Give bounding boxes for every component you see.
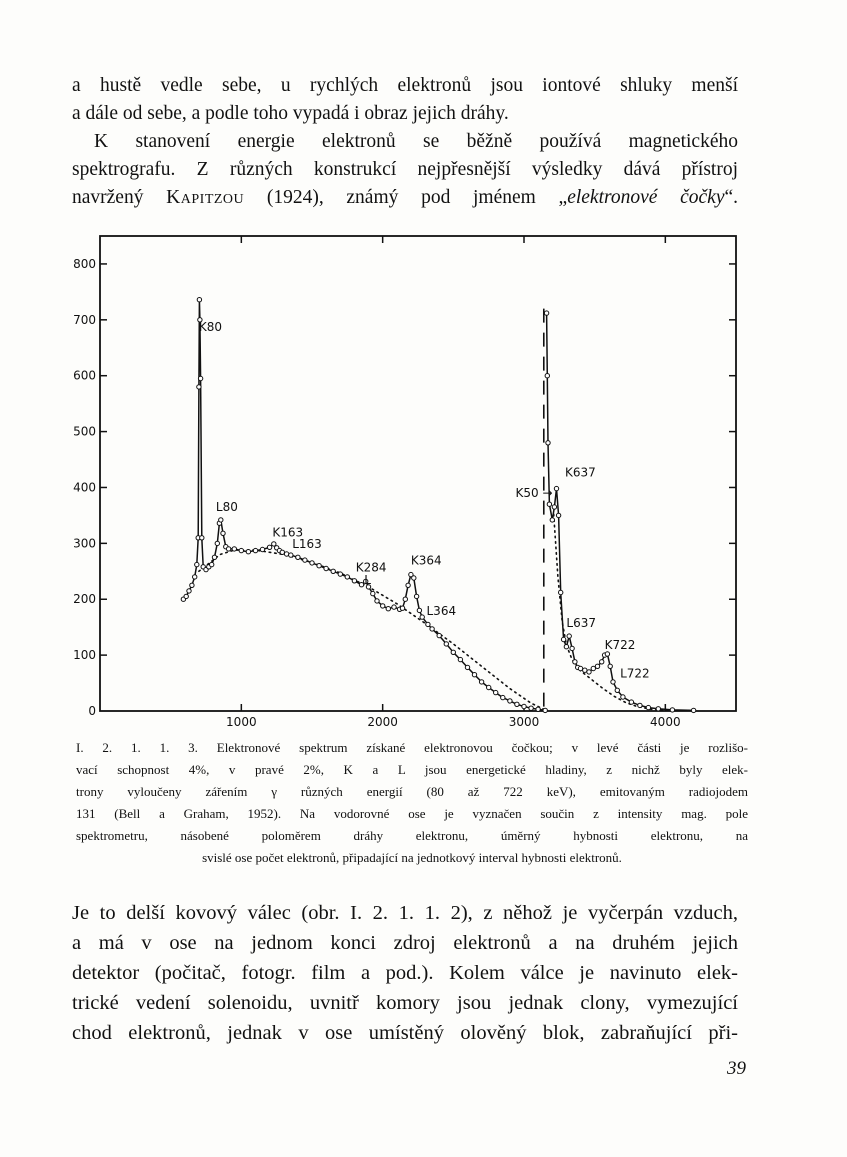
data-point xyxy=(578,666,582,670)
data-point xyxy=(487,685,491,689)
data-point xyxy=(352,579,356,583)
data-point xyxy=(451,650,455,654)
data-point xyxy=(670,708,674,712)
data-point xyxy=(296,555,300,559)
data-point xyxy=(193,575,197,579)
data-point xyxy=(570,646,574,650)
data-point xyxy=(550,518,554,522)
data-point xyxy=(414,594,418,598)
caption-line-5: spektrometru, násobené poloměrem dráhy elektronu, úměrný hybnosti elektronu, na xyxy=(76,828,748,843)
data-point xyxy=(591,666,595,670)
data-point xyxy=(215,541,219,545)
text-bottom-line-2: a má v ose na jednom konci zdroj elektronů a na druhém jejich xyxy=(72,932,738,954)
data-point xyxy=(501,695,505,699)
data-point xyxy=(400,606,404,610)
text-bottom-line-4: trické vedení solenoidu, uvnitř komory jsou jednak clony, vymezující xyxy=(72,992,738,1014)
text-bottom-line-1: Je to delší kovový válec (obr. I. 2. 1. 1. 2), z něhož je vyčerpán vzduch, xyxy=(72,902,738,924)
data-point xyxy=(210,562,214,566)
peak-label: K50 → xyxy=(515,486,553,500)
data-point xyxy=(646,705,650,709)
data-point xyxy=(371,591,375,595)
caption-line-3: trony vyloučeny zářením γ různých energií (80 až 722 keV), emitovaným radiojodem xyxy=(76,784,748,799)
peak-label: L637 xyxy=(566,616,596,631)
data-point xyxy=(567,634,571,638)
data-point xyxy=(232,547,236,551)
figure-caption xyxy=(76,737,748,869)
y-tick-label: 300 xyxy=(73,536,96,551)
plot-frame xyxy=(100,236,736,711)
text-bottom-line-3: detektor (počitač, fotogr. film a pod.). Kolem válce je navinuto elek- xyxy=(72,962,738,984)
y-tick-label: 200 xyxy=(73,592,96,607)
data-point xyxy=(600,660,604,664)
y-tick-label: 0 xyxy=(88,704,96,718)
data-point xyxy=(289,553,293,557)
author-name-kapitza: Kapitzou xyxy=(166,187,245,208)
text-bottom-line-5: chod elektronů, jednak v ose umístěný olověný blok, zabraňující při- xyxy=(72,1022,738,1044)
data-point xyxy=(656,707,660,711)
data-point xyxy=(615,688,619,692)
data-point xyxy=(479,680,483,684)
data-point xyxy=(239,548,243,552)
data-point xyxy=(280,550,284,554)
data-point xyxy=(430,627,434,631)
peak-label: L364 xyxy=(426,603,457,618)
chart-frame xyxy=(100,236,736,711)
data-point xyxy=(529,706,533,710)
data-point xyxy=(508,699,512,703)
data-point xyxy=(272,542,276,546)
x-tick-label: 1000 xyxy=(226,715,257,729)
data-point xyxy=(543,708,547,712)
data-point xyxy=(494,690,498,694)
data-point xyxy=(629,700,633,704)
data-point xyxy=(375,599,379,603)
peak-label: L80 xyxy=(215,499,238,514)
y-tick-label: 700 xyxy=(73,312,96,327)
data-point xyxy=(195,562,199,566)
data-point xyxy=(253,548,257,552)
data-point xyxy=(198,376,202,380)
page-number: 39 xyxy=(727,1058,746,1079)
data-point xyxy=(267,545,271,549)
peak-label: K722 xyxy=(604,638,636,652)
data-point xyxy=(559,590,563,594)
data-point xyxy=(536,707,540,711)
caption-line-4: 131 (Bell a Graham, 1952). Na vodorovné ose je vyznačen součin z intensity mag. pole xyxy=(76,806,748,821)
data-point xyxy=(437,633,441,637)
data-point xyxy=(621,695,625,699)
data-point xyxy=(197,298,201,302)
text-top-line-3: K stanovení energie elektronů se běžně používá magnetického xyxy=(94,131,738,152)
data-point xyxy=(547,502,551,506)
data-point xyxy=(246,550,250,554)
data-point xyxy=(420,615,424,619)
data-point xyxy=(303,558,307,562)
data-point xyxy=(187,589,191,593)
data-point xyxy=(522,704,526,708)
caption-line-2: vací schopnost 4%, v pravé 2%, K a L jsou energetické hladiny, z nichž byly elek- xyxy=(76,762,748,777)
data-point xyxy=(426,622,430,626)
peak-label: L722 xyxy=(620,666,650,681)
data-point xyxy=(595,664,599,668)
data-point xyxy=(545,374,549,378)
data-point xyxy=(338,572,342,576)
y-tick-label: 500 xyxy=(73,424,96,439)
data-point xyxy=(260,547,264,551)
data-point xyxy=(587,670,591,674)
peak-label: L163 xyxy=(292,536,322,551)
data-point xyxy=(552,505,556,509)
data-point xyxy=(444,642,448,646)
data-point xyxy=(611,680,615,684)
data-point xyxy=(200,536,204,540)
data-point xyxy=(212,555,216,559)
data-point xyxy=(556,513,560,517)
data-point xyxy=(331,569,335,573)
text-top-line-5-pre: navržený xyxy=(72,187,144,208)
peak-label: L xyxy=(364,573,371,588)
x-tick-label: 3000 xyxy=(508,715,540,729)
data-point xyxy=(324,566,328,570)
term-elektronove-cocky: elektronové čočky xyxy=(567,187,725,208)
data-point xyxy=(317,564,321,568)
text-top-line-4: spektrografu. Z různých konstrukcí nejpřesnější výsledky dává přístroj xyxy=(72,159,738,180)
data-point xyxy=(564,645,568,649)
data-point xyxy=(392,605,396,609)
data-point xyxy=(219,518,223,522)
y-tick-label: 600 xyxy=(73,368,96,383)
peak-label: K364 xyxy=(410,553,442,568)
x-tick-label: 2000 xyxy=(367,715,398,729)
text-top-line-1: a hustě vedle sebe, u rychlých elektronů jsou iontové shluky menší xyxy=(72,75,738,96)
data-point xyxy=(544,311,548,315)
data-point xyxy=(406,583,410,587)
data-point xyxy=(546,441,550,445)
peak-label: K637 xyxy=(565,465,596,480)
chart-annotations xyxy=(199,320,650,681)
data-point xyxy=(608,664,612,668)
data-point xyxy=(184,594,188,598)
text-top-line-5-mid: (1924), známý pod jménem „ xyxy=(266,187,568,208)
data-point xyxy=(605,652,609,656)
data-point xyxy=(554,486,558,490)
data-point xyxy=(472,673,476,677)
data-point xyxy=(412,576,416,580)
peak-label: K163 xyxy=(272,525,304,540)
data-point xyxy=(226,547,230,551)
data-point xyxy=(515,702,519,706)
data-point xyxy=(386,607,390,611)
y-tick-label: 100 xyxy=(73,648,96,663)
data-point xyxy=(638,703,642,707)
caption-line-6: svislé ose počet elektronů, připadající na jednotkový interval hybnosti elektronů. xyxy=(202,850,622,865)
caption-line-1: I. 2. 1. 1. 3. Elektronové spektrum získané elektronovou čočkou; v levé části je rozlišo- xyxy=(76,740,748,755)
data-point xyxy=(221,531,225,535)
data-point xyxy=(197,385,201,389)
peak-label: K284 xyxy=(355,560,387,575)
chart-ticks xyxy=(100,236,736,711)
data-point xyxy=(465,665,469,669)
text-top-line-2: a dále od sebe, a podle toho vypadá i obraz jejich dráhy. xyxy=(72,103,509,124)
data-point xyxy=(190,583,194,587)
data-point xyxy=(403,597,407,601)
data-point xyxy=(691,708,695,712)
data-point xyxy=(417,608,421,612)
y-tick-label: 400 xyxy=(73,480,96,495)
data-point xyxy=(573,660,577,664)
peak-label: K80 xyxy=(198,320,223,334)
x-tick-label: 4000 xyxy=(650,715,681,729)
text-top-line-5-post: “. xyxy=(724,187,739,208)
data-point xyxy=(310,561,314,565)
data-point xyxy=(345,575,349,579)
chart-tick-labels xyxy=(73,257,681,729)
data-point xyxy=(359,583,363,587)
data-point xyxy=(381,604,385,608)
data-point xyxy=(458,657,462,661)
data-point xyxy=(561,637,565,641)
y-tick-label: 800 xyxy=(73,256,96,271)
